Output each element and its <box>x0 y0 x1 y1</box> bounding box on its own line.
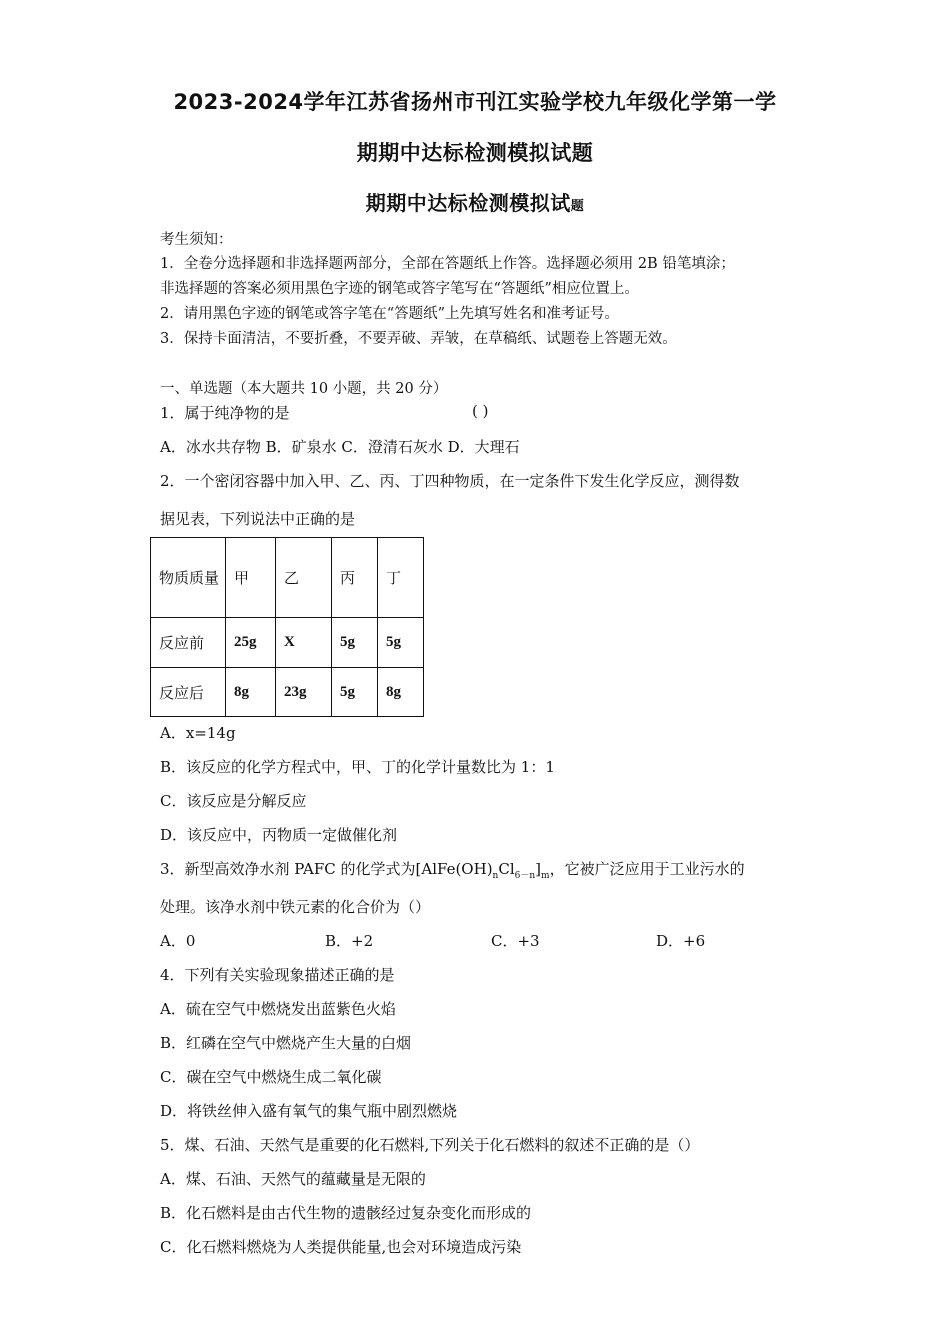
table-cell: X <box>276 618 332 668</box>
q2-option: B．该反应的化学方程式中，甲、丁的化学计量数比为 1：1 <box>160 758 555 776</box>
q5-option: C．化石燃料燃烧为人类提供能量,也会对环境造成污染 <box>160 1238 522 1256</box>
q1-options: A．冰水共存物 B．矿泉水 C．澄清石灰水 D．大理石 <box>160 438 520 456</box>
table-cell: 8g <box>226 668 276 717</box>
q3-subscript-6n: 6－n <box>514 871 536 881</box>
notice-heading: 考生须知： <box>160 232 233 248</box>
table-cell: 23g <box>276 668 332 717</box>
q4-option: C．碳在空气中燃烧生成二氧化碳 <box>160 1068 382 1086</box>
q2-option: D．该反应中，丙物质一定做催化剂 <box>160 826 398 844</box>
exam-title-line-3-main: 期期中达标检测模拟试 <box>365 191 571 215</box>
table-cell: 反应后 <box>151 668 226 717</box>
q2-stem-line-1: 2．一个密闭容器中加入甲、乙、丙、丁四种物质，在一定条件下发生化学反应，测得数 <box>160 472 740 490</box>
q4-stem: 4．下列有关实验现象描述正确的是 <box>160 966 395 984</box>
q2-option: C．该反应是分解反应 <box>160 792 307 810</box>
table-cell: 5g <box>332 618 378 668</box>
notice-item: 3．保持卡面清洁，不要折叠，不要弄破、弄皱，在草稿纸、试题卷上答题无效。 <box>160 331 677 347</box>
q1-stem: 1．属于纯净物的是 <box>160 404 290 422</box>
q2-stem-line-2: 据见表，下列说法中正确的是 <box>160 510 356 528</box>
q2-option: A．x=14g <box>160 724 236 742</box>
notice-item: 1．全卷分选择题和非选择题两部分，全部在答题纸上作答。选择题必须用 2B 铅笔填涂； <box>160 256 735 272</box>
q3-stem-line-2: 处理。该净水剂中铁元素的化合价为（） <box>160 898 431 916</box>
table-cell: 5g <box>332 668 378 717</box>
q4-option: D．将铁丝伸入盛有氧气的集气瓶中剧烈燃烧 <box>160 1102 458 1120</box>
section-heading: 一、单选题（本大题共 10 小题，共 20 分） <box>160 381 448 397</box>
q3-option-a: A．0 <box>160 932 196 950</box>
q1-answer-paren: ( ) <box>472 402 489 420</box>
q3-formula-prefix: 3．新型高效净水剂 PAFC 的化学式为[AlFe(OH) <box>160 860 493 878</box>
q3-formula-cl: Cl <box>498 860 515 878</box>
q3-option-c: C．+3 <box>491 932 540 950</box>
q3-formula-bracket: ] <box>535 860 542 878</box>
q4-option: B．红磷在空气中燃烧产生大量的白烟 <box>160 1034 412 1052</box>
q5-option: A．煤、石油、天然气的蕴藏量是无限的 <box>160 1170 426 1188</box>
notice-item: 非选择题的答案必须用黑色字迹的钢笔或答字笔写在“答题纸”相应位置上。 <box>160 281 639 297</box>
table-header-cell: 丙 <box>332 538 378 618</box>
q5-option: B．化石燃料是由古代生物的遗骸经过复杂变化而形成的 <box>160 1204 532 1222</box>
q5-stem: 5．煤、石油、天然气是重要的化石燃料,下列关于化石燃料的叙述不正确的是（） <box>160 1136 700 1154</box>
table-row <box>151 618 424 668</box>
exam-title-line-2: 期期中达标检测模拟试题 <box>356 141 594 165</box>
q3-option-b: B．+2 <box>325 932 374 950</box>
q3-option-d: D．+6 <box>656 932 706 950</box>
table-header-cell: 甲 <box>226 538 276 618</box>
table-header-row <box>151 538 424 618</box>
q2-data-table <box>150 537 424 717</box>
table-cell: 8g <box>378 668 424 717</box>
q3-subscript-n: n <box>492 871 499 881</box>
q3-stem-suffix: ，它被广泛应用于工业污水的 <box>549 860 745 878</box>
q4-option: A．硫在空气中燃烧发出蓝紫色火焰 <box>160 1000 396 1018</box>
table-header-cell: 乙 <box>276 538 332 618</box>
table-cell: 5g <box>378 618 424 668</box>
table-header-cell: 物质质量 <box>151 538 226 618</box>
q3-stem-line-1 <box>160 858 745 881</box>
notice-item: 2．请用黑色字迹的钢笔或答字笔在“答题纸”上先填写姓名和准考证号。 <box>160 306 620 322</box>
table-header-cell: 丁 <box>378 538 424 618</box>
table-row <box>151 668 424 717</box>
q3-subscript-m: m <box>541 871 550 881</box>
table-cell: 25g <box>226 618 276 668</box>
exam-title-line-3-tail: 题 <box>570 199 585 214</box>
exam-title-line-1: 2023-2024学年江苏省扬州市刊江实验学校九年级化学第一学 <box>173 90 777 114</box>
table-cell: 反应前 <box>151 618 226 668</box>
exam-title-line-3 <box>0 187 950 216</box>
